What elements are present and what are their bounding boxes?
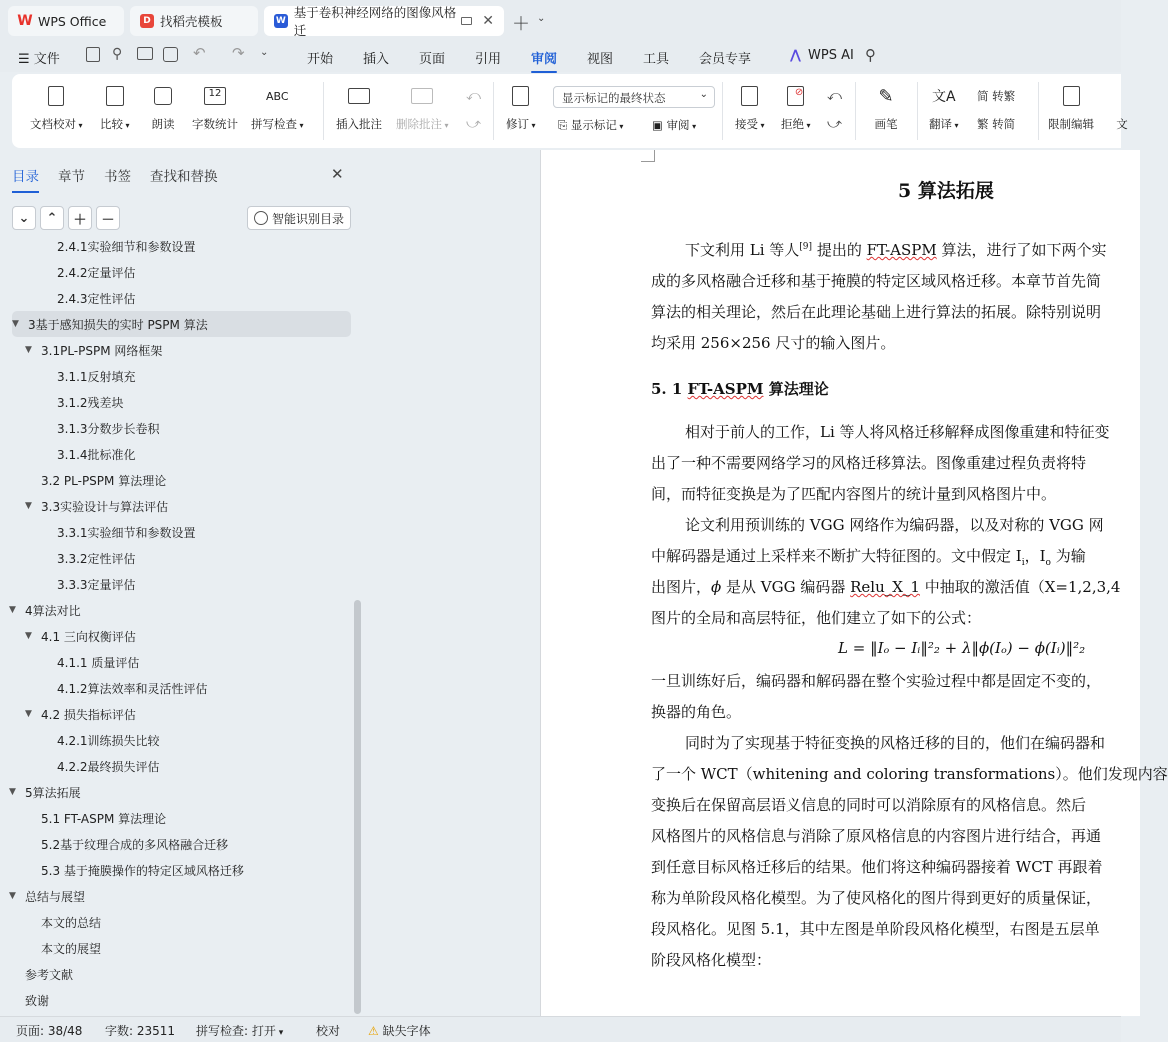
paragraph-line: 出了一种不需要网络学习的风格迁移算法。图像重建过程负责将特 (651, 454, 1087, 472)
tab-wps-office[interactable] (8, 6, 124, 36)
simplified-icon: 繁 (977, 117, 993, 131)
word-count[interactable]: 字数: 23511 (105, 1024, 176, 1038)
paragraph-line: 阶段风格化模型： (651, 951, 772, 969)
toc-item-label: 2.4.1实验细节和参数设置 (57, 239, 196, 254)
toc-item-label: 3.1PL-PSPM 网络框架 (41, 343, 163, 358)
tab-find-replace[interactable]: 查找和替换 (150, 169, 218, 185)
page-indicator[interactable]: 页面: 38/48 (16, 1024, 83, 1038)
read-aloud-button[interactable]: 朗读 (151, 84, 175, 132)
dropdown-icon: ▾ (442, 121, 449, 130)
dropdown-icon: ▾ (529, 121, 536, 130)
new-tab-icon[interactable]: ＋ (512, 14, 530, 35)
tab-toc[interactable]: 目录 (12, 165, 39, 185)
toc-item[interactable] (25, 623, 136, 649)
to-traditional-button[interactable]: 简 转繁 (977, 89, 1016, 103)
expand-arrow-icon[interactable]: ▼ (25, 631, 32, 641)
prev-comment-icon[interactable]: ⤺ (466, 88, 481, 104)
revise-icon (509, 84, 533, 108)
dropdown-icon: ▾ (275, 1028, 284, 1038)
traditional-icon: 简 (977, 89, 993, 103)
smart-icon (254, 211, 268, 225)
toc-item-label: 3.1.3分数步长卷积 (57, 421, 160, 436)
ribbon-separator (855, 82, 856, 140)
paragraph-line: 段风格化。见图 5.1，其中左图是单阶段风格化模型，右图是五层单 (651, 920, 1100, 938)
paragraph-line: 同时为了实现基于特征变换的风格迁移的目的，他们在编码器和 (685, 734, 1106, 752)
add-heading-button[interactable] (68, 206, 92, 230)
review-pane-icon: ▣ (652, 118, 667, 132)
toc-item[interactable] (41, 571, 136, 597)
toc-item-label: 总结与展望 (25, 889, 86, 904)
paragraph-line: 出图片，ϕ 是从 VGG 编码器 Relu_X_1 中抽取的激活值（X=1,2,3,4 (651, 578, 1121, 596)
paragraph-line: 到任意目标风格迁移后的结果。他们将这种编码器接着 WCT 再跟着 (651, 858, 1103, 876)
hamburger-icon: ☰ (18, 52, 34, 67)
expand-arrow-icon[interactable]: ▼ (9, 891, 16, 901)
toc-item[interactable] (9, 987, 49, 1013)
next-change-icon[interactable]: ⤻ (827, 116, 842, 132)
menu-membership[interactable]: 会员专享 (699, 52, 752, 67)
link-icon[interactable]: ⚲ (112, 46, 123, 62)
ribbon-separator (1038, 82, 1039, 140)
chapter-title: 5 算法拓展 (898, 180, 994, 202)
toc-item[interactable] (12, 311, 351, 337)
toc-item-label: 3基于感知损失的实时 PSPM 算法 (28, 317, 208, 332)
paragraph-line: 称为单阶段风格化模型。为了使风格化的图片得到更好的质量保证， (651, 889, 1102, 907)
insert-comment-icon (347, 84, 371, 108)
toc-item-label: 4.2 损失指标评估 (41, 707, 136, 722)
search-icon[interactable]: ⚲ (865, 46, 876, 64)
dropdown-icon: ▾ (758, 121, 765, 130)
title-tab-bar (0, 0, 1121, 40)
toc-item-label: 参考文献 (25, 967, 74, 982)
translate-icon: 文A (931, 89, 956, 105)
spell-check-status[interactable]: 拼写检查: 打开 ▾ (196, 1024, 284, 1038)
expand-arrow-icon[interactable]: ▼ (12, 319, 19, 329)
toc-item-label: 2.4.3定性评估 (57, 291, 136, 306)
reject-button[interactable]: ⊘ 拒绝 ▾ (781, 84, 811, 132)
document-area (364, 150, 1168, 1016)
toc-item[interactable] (41, 389, 124, 415)
paragraph-line: 算法的相关理论，然后在此理论基础上进行算法的拓展。除特别说明 (651, 303, 1102, 321)
toc-item[interactable] (41, 259, 136, 285)
toc-item-label: 5.3 基于掩膜操作的特定区域风格迁移 (41, 863, 244, 878)
menu-page[interactable]: 页面 (419, 52, 446, 67)
ribbon-separator (493, 82, 494, 140)
permission-icon (1110, 84, 1134, 108)
toc-item-label: 5.1 FT-ASPM 算法理论 (41, 811, 167, 826)
menu-insert[interactable]: 插入 (363, 52, 390, 67)
toc-item[interactable] (9, 961, 73, 987)
menu-wps-ai[interactable]: WPS AI (808, 48, 854, 63)
tab-label: 基于卷积神经网络的图像风格迁 (293, 5, 457, 38)
translate-button[interactable]: 文A 翻译 ▾ (929, 84, 959, 132)
close-tab-icon[interactable]: ✕ (482, 13, 494, 29)
section-title: 5. 1 FT-ASPM 算法理论 (651, 380, 829, 398)
tab-label: 找稻壳模板 (160, 14, 223, 29)
pen-icon: ✎ (878, 85, 894, 107)
spell-check-button[interactable]: ABC 拼写检查 ▾ (251, 84, 304, 132)
dropdown-icon: ▾ (297, 121, 304, 130)
menu-tools[interactable]: 工具 (643, 52, 670, 67)
tab-bookmarks[interactable]: 书签 (104, 169, 131, 185)
show-markup-button[interactable]: ⎘ 显示标记 ▾ (558, 118, 624, 132)
paragraph-line: 成的多风格融合迁移和基于掩膜的特定区域风格迁移。本章节首先简 (651, 272, 1102, 290)
insert-comment-button[interactable]: 插入批注 (336, 84, 382, 132)
tab-chapters[interactable]: 章节 (58, 169, 85, 185)
toc-item[interactable] (25, 909, 101, 935)
reject-icon: ⊘ (784, 84, 808, 108)
toc-item-label: 4.2.1训练损失比较 (57, 733, 160, 748)
save-icon[interactable] (86, 47, 100, 62)
formula: L = ‖Iₒ − Iᵢ‖²₂ + λ‖ϕ(Iₒ) − ϕ(Iᵢ)‖²₂ (838, 639, 1086, 657)
dropdown-icon: ▾ (123, 121, 130, 130)
show-markup-icon: ⎘ (558, 118, 571, 132)
spell-check-icon: ABC (266, 89, 289, 103)
toc-item-label: 3.1.1反射填充 (57, 369, 136, 384)
close-pane-icon[interactable]: ✕ (331, 165, 344, 183)
paragraph-line: 中解码器是通过上采样来不断扩大特征图的。文中假定 $I_i$，$I_o$ 为输 (651, 547, 1086, 568)
chevron-down-icon: ⌄ (18, 210, 30, 226)
next-comment-icon[interactable]: ⤻ (466, 116, 481, 132)
document-page (540, 150, 1168, 1016)
toc-item-label: 3.1.2残差块 (57, 395, 124, 410)
accept-icon (738, 84, 762, 108)
menu-bar (0, 40, 1121, 72)
minus-icon: － (101, 212, 115, 228)
paragraph-line: 风格图片的风格信息与消除了原风格信息的内容图片进行结合，再通 (651, 827, 1102, 845)
toc-item-label: 本文的总结 (41, 915, 102, 930)
expand-arrow-icon[interactable]: ▼ (25, 709, 32, 719)
restrict-edit-button[interactable]: 限制编辑 (1048, 84, 1094, 132)
toc-item[interactable] (41, 363, 136, 389)
delete-comment-button[interactable]: 删除批注 ▾ (396, 84, 449, 132)
tab-docer-templates[interactable] (130, 6, 258, 36)
toc-item[interactable] (25, 805, 166, 831)
toc-item[interactable] (9, 779, 81, 805)
review-pane-button[interactable]: ▣ 审阅 ▾ (652, 118, 697, 132)
toc-item-label: 4.1.2算法效率和灵活性评估 (57, 681, 208, 696)
redo-icon[interactable]: ↷ (232, 44, 245, 62)
undo-icon[interactable]: ↶ (193, 44, 206, 62)
lock-doc-icon (1059, 84, 1083, 108)
toc-item[interactable] (25, 857, 244, 883)
expand-arrow-icon[interactable]: ▼ (9, 787, 16, 797)
brush-button[interactable]: ✎ 画笔 (874, 85, 898, 131)
collapse-all-button[interactable] (12, 206, 36, 230)
menu-view[interactable]: 视图 (587, 52, 614, 67)
toc-item-label: 3.2 PL-PSPM 算法理论 (41, 473, 167, 488)
toc-item[interactable] (9, 883, 85, 909)
doc-permission-button[interactable]: 文 (1110, 84, 1134, 132)
read-aloud-icon (151, 84, 175, 108)
citation-mark[interactable]: [9] (799, 242, 813, 252)
word-doc-icon: W (275, 16, 286, 26)
ribbon-separator (917, 82, 918, 140)
plus-icon: ＋ (73, 212, 87, 228)
proofread-status[interactable]: 校对 (316, 1024, 341, 1038)
menu-references[interactable]: 引用 (475, 52, 502, 67)
toc-item-label: 4.2.2最终损失评估 (57, 759, 160, 774)
toc-item-label: 3.1.4批标准化 (57, 447, 136, 462)
chevron-up-icon: ⌃ (46, 210, 58, 226)
paragraph-line: 均采用 256×256 尺寸的输入图片。 (651, 334, 896, 352)
wps-ai-icon: ⋀ (790, 48, 801, 63)
paragraph-line: 相对于前人的工作，Li 等人将风格迁移解释成图像重建和特征变 (685, 423, 1110, 441)
compare-button[interactable]: 比较 ▾ (100, 84, 130, 132)
toc-item-label: 3.3实验设计与算法评估 (41, 499, 169, 514)
toc-list (0, 238, 355, 1016)
dropdown-icon: ▾ (689, 122, 697, 131)
paragraph-line: 换器的角色。 (651, 703, 742, 721)
toc-item-label: 5算法拓展 (25, 785, 81, 800)
to-simplified-button[interactable]: 繁 转简 (977, 117, 1016, 131)
toc-item[interactable] (25, 935, 101, 961)
toc-item[interactable] (41, 649, 139, 675)
paragraph-line: 一旦训练好后，编码器和解码器在整个实验过程中都是固定不变的， (651, 672, 1102, 690)
dropdown-icon: ▾ (804, 121, 811, 130)
tab-label: WPS Office (38, 13, 107, 29)
toc-item-label: 3.3.2定性评估 (57, 551, 136, 566)
ribbon-separator (323, 82, 324, 140)
chevron-down-icon: ⌄ (699, 89, 708, 100)
toc-item[interactable] (41, 415, 160, 441)
toc-item[interactable] (25, 701, 136, 727)
expand-arrow-icon[interactable]: ▼ (9, 605, 16, 615)
prev-change-icon[interactable]: ⤺ (827, 88, 842, 104)
toc-item-label: 5.2基于纹理合成的多风格融合迁移 (41, 837, 229, 852)
toc-item[interactable] (25, 467, 166, 493)
toc-item-label: 致谢 (25, 993, 50, 1008)
tab-current-document[interactable] (264, 6, 504, 36)
wps-logo-icon: W (17, 13, 33, 29)
paragraph-line: 图片的全局和高层特征，他们建立了如下的公式： (651, 609, 982, 627)
toc-item-label: 3.3.3定量评估 (57, 577, 136, 592)
toc-item-label: 本文的展望 (41, 941, 102, 956)
dropdown-icon: ▾ (76, 121, 83, 130)
missing-font-status[interactable]: ⚠ 缺失字体 (368, 1024, 431, 1038)
toc-item[interactable] (41, 519, 196, 545)
toc-item[interactable] (41, 285, 136, 311)
word-count-button[interactable]: 12 字数统计 (192, 84, 238, 132)
docer-icon: D (140, 14, 154, 28)
toc-item[interactable] (41, 727, 160, 753)
toc-item[interactable] (41, 753, 160, 779)
toc-item[interactable] (41, 545, 136, 571)
paragraph-line: 论文利用预训练的 VGG 网络作为编码器，以及对称的 VGG 网 (685, 516, 1104, 534)
toc-item-label: 4算法对比 (25, 603, 81, 618)
chevron-down-icon[interactable]: ⌄ (537, 13, 546, 24)
print-icon[interactable] (137, 47, 153, 60)
doc-check-icon (44, 84, 68, 108)
paragraph-line: 下文利用 Li 等人[9] 提出的 FT-ASPM 算法，进行了如下两个实 (685, 241, 1107, 259)
toc-item[interactable] (9, 597, 81, 623)
toc-item[interactable] (25, 337, 162, 363)
warning-icon: ⚠ (368, 1024, 383, 1038)
menu-home[interactable]: 开始 (307, 52, 334, 67)
accept-button[interactable]: 接受 ▾ (735, 84, 765, 132)
review-ribbon (12, 74, 1128, 148)
menu-file[interactable]: ☰ 文件 (18, 52, 60, 67)
toc-item-label: 4.1 三向权衡评估 (41, 629, 136, 644)
expand-up-button[interactable] (40, 206, 64, 230)
toc-item[interactable] (41, 441, 136, 467)
more-chevron-icon[interactable]: ⌄ (260, 47, 269, 58)
doc-check-button[interactable]: 文档校对 ▾ (30, 84, 83, 132)
remove-heading-button[interactable] (96, 206, 120, 230)
dropdown-icon: ▾ (616, 122, 624, 131)
compare-icon (103, 84, 127, 108)
toc-item[interactable] (41, 675, 208, 701)
paragraph-line: 了一个 WCT（whitening and coloring transformations）。他们发现内容 (651, 765, 1168, 783)
toc-item-label: 4.1.1 质量评估 (57, 655, 140, 670)
toc-scrollbar[interactable] (354, 600, 361, 1014)
toc-item[interactable] (41, 233, 196, 259)
toc-item[interactable] (25, 831, 228, 857)
monitor-icon (461, 17, 472, 25)
toc-item-label: 2.4.2定量评估 (57, 265, 136, 280)
navigation-pane (0, 150, 363, 1016)
toc-item[interactable] (25, 493, 168, 519)
menu-review[interactable]: 审阅 (531, 48, 557, 67)
smart-toc-button[interactable]: 智能识别目录 (247, 206, 351, 230)
status-bar (0, 1016, 1121, 1042)
word-count-icon: 12 (203, 84, 227, 108)
page-corner-mark (641, 150, 655, 162)
ribbon-separator (722, 82, 723, 140)
dropdown-icon: ▾ (952, 121, 959, 130)
toc-item-label: 3.3.1实验细节和参数设置 (57, 525, 196, 540)
paragraph-line: 变换后在保留高层语义信息的同时可以消除原有的风格信息。然后 (651, 796, 1087, 814)
delete-comment-icon (410, 84, 434, 108)
paragraph-line: 间，而特征变换是为了匹配内容图片的统计量到风格图片中。 (651, 485, 1057, 503)
print-preview-icon[interactable] (163, 47, 178, 62)
revise-button[interactable]: 修订 ▾ (506, 84, 536, 132)
markup-state-select[interactable]: 显示标记的最终状态 ⌄ (553, 86, 715, 108)
expand-arrow-icon[interactable]: ▼ (25, 501, 32, 511)
expand-arrow-icon[interactable]: ▼ (25, 345, 32, 355)
